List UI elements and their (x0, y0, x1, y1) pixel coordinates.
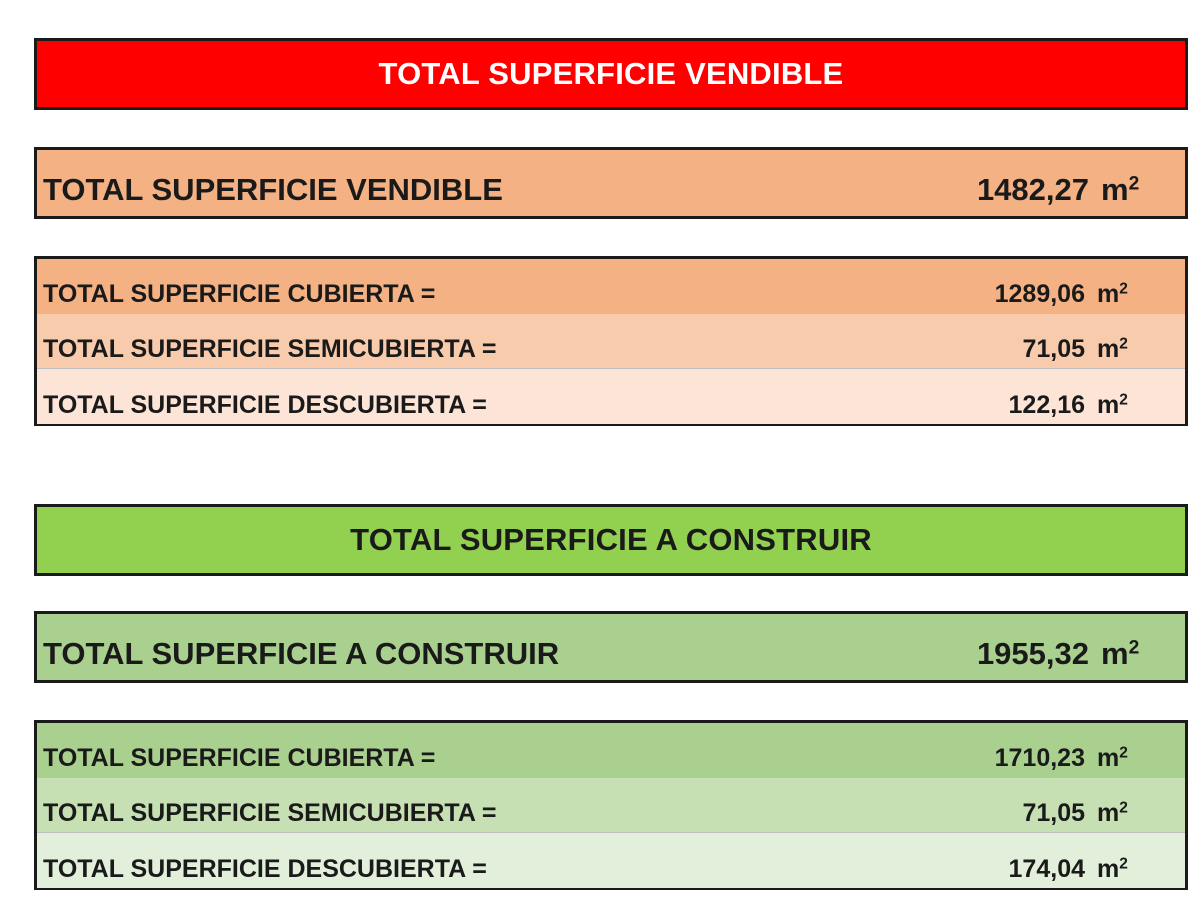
row-label: TOTAL SUPERFICIE SEMICUBIERTA = (43, 799, 497, 827)
table-row (37, 259, 1185, 314)
row-value: 174,04 (1008, 855, 1085, 883)
row-value: 122,16 (1008, 391, 1085, 419)
row-value: 71,05 (1022, 335, 1085, 363)
table-row (37, 723, 1185, 778)
row-unit: $m^2$ (1097, 391, 1128, 419)
row-value: 71,05 (1022, 799, 1085, 827)
construir-banner (34, 504, 1188, 576)
vendible-total-unit: $m^2$ (1101, 172, 1140, 207)
vendible-total-label: TOTAL SUPERFICIE VENDIBLE (43, 172, 503, 207)
construir-total-value: 1955,32 (976, 636, 1089, 671)
row-unit: $m^2$ (1097, 799, 1128, 827)
vendible-total (34, 147, 1188, 219)
row-value: 1289,06 (994, 280, 1085, 308)
row-value: 1710,23 (994, 744, 1085, 772)
row-label: TOTAL SUPERFICIE SEMICUBIERTA = (43, 335, 497, 363)
table-row (37, 833, 1185, 888)
vendible-banner-title: TOTAL SUPERFICIE VENDIBLE (378, 56, 844, 91)
row-unit: $m^2$ (1097, 855, 1128, 883)
construir-total-unit: $m^2$ (1101, 636, 1140, 671)
construir-total (34, 611, 1188, 683)
construir-detail-table (34, 720, 1188, 890)
table-row (37, 369, 1185, 424)
row-unit: $m^2$ (1097, 744, 1128, 772)
row-label: TOTAL SUPERFICIE CUBIERTA = (43, 280, 436, 308)
row-label: TOTAL SUPERFICIE DESCUBIERTA = (43, 391, 487, 419)
vendible-banner (34, 38, 1188, 110)
row-unit: $m^2$ (1097, 280, 1128, 308)
table-row (37, 314, 1185, 369)
vendible-total-value: 1482,27 (976, 172, 1089, 207)
vendible-detail-table (34, 256, 1188, 426)
construir-total-label: TOTAL SUPERFICIE A CONSTRUIR (43, 636, 560, 671)
row-unit: $m^2$ (1097, 335, 1128, 363)
table-row (37, 778, 1185, 833)
row-label: TOTAL SUPERFICIE CUBIERTA = (43, 744, 436, 772)
construir-banner-title: TOTAL SUPERFICIE A CONSTRUIR (350, 522, 872, 557)
row-label: TOTAL SUPERFICIE DESCUBIERTA = (43, 855, 487, 883)
